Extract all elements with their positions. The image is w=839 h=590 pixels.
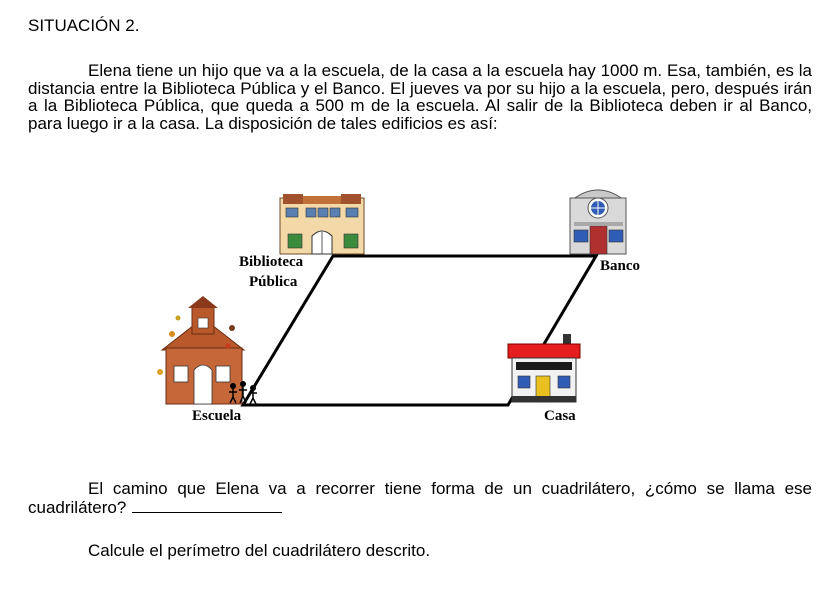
library-label-line1: Biblioteca bbox=[239, 254, 304, 270]
house-icon bbox=[508, 334, 580, 402]
question-sentence: El camino que Elena va a recorrer tiene forma de un cuadrilátero, ¿cómo se llama ese cuadrilátero? bbox=[28, 479, 812, 517]
bank-icon bbox=[570, 190, 626, 254]
question-text bbox=[28, 480, 812, 516]
section-title: SITUACIÓN 2. bbox=[28, 16, 140, 35]
library-icon bbox=[280, 194, 364, 254]
task-text: Calcule el perímetro del cuadrilátero descrito. bbox=[88, 541, 431, 560]
bank-label: Banco bbox=[600, 258, 641, 274]
answer-blank[interactable] bbox=[132, 498, 282, 513]
library-label-line2: Pública bbox=[249, 274, 298, 290]
school-label: Escuela bbox=[192, 408, 242, 424]
school-icon bbox=[157, 296, 257, 404]
problem-statement: Elena tiene un hijo que va a la escuela, de la casa a la escuela hay 1000 m. Esa, también, es la distancia entre la Biblioteca Pública y el Banco. El jueves va por su hijo a la escuela, pero, después irán a la Biblioteca Pública, que queda a 500 m de la escuela. Al salir de la Biblioteca deben ir al Banco, para luego ir a la casa. La disposición de tales edificios es así: bbox=[28, 61, 812, 133]
house-label: Casa bbox=[544, 408, 576, 424]
